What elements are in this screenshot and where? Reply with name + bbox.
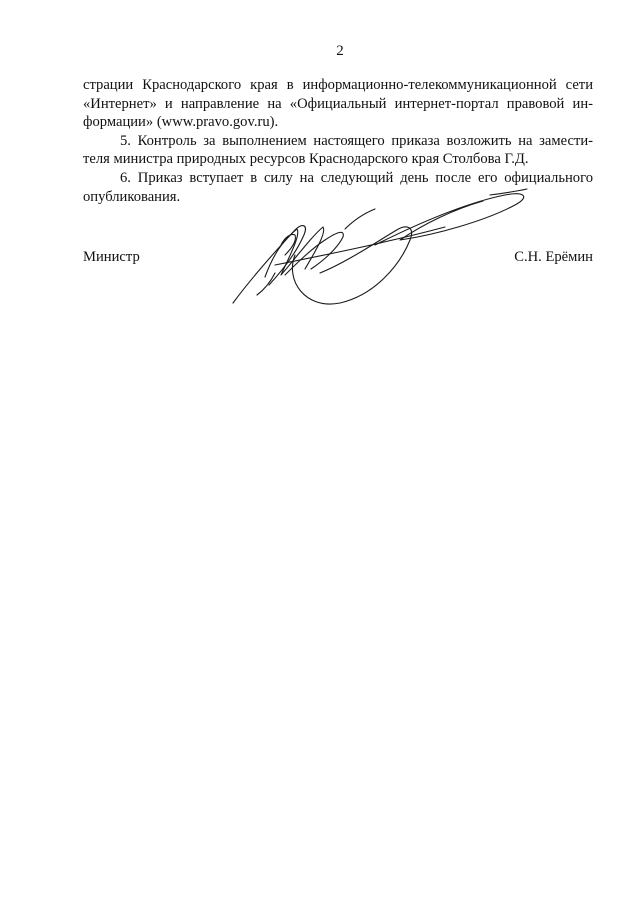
page-number: 2 [336, 43, 344, 59]
text-line: 5. Контроль за выполнением настоящего приказа возложить на замести- [120, 132, 593, 149]
text-line: формации» (www.pravo.gov.ru). [83, 114, 279, 131]
paragraph-continuation [83, 76, 593, 132]
text-line: страции Краснодарского края в информационно-телекоммуникационной сети [83, 77, 593, 93]
handwritten-signature [225, 185, 535, 315]
signatory-title: Министр [83, 249, 140, 265]
text-line: теля министра природных ресурсов Краснодарского края Столбова Г.Д. [83, 151, 529, 168]
text-line: «Интернет» и направление на «Официальный интернет-портал правовой ин- [83, 95, 593, 112]
signatory-name: С.Н. Ерёмин [514, 249, 593, 265]
paragraph-item-5 [83, 132, 593, 169]
text-line: опубликования. [83, 188, 181, 205]
text-line: 6. Приказ вступает в силу на следующий день после его официального [120, 169, 593, 186]
